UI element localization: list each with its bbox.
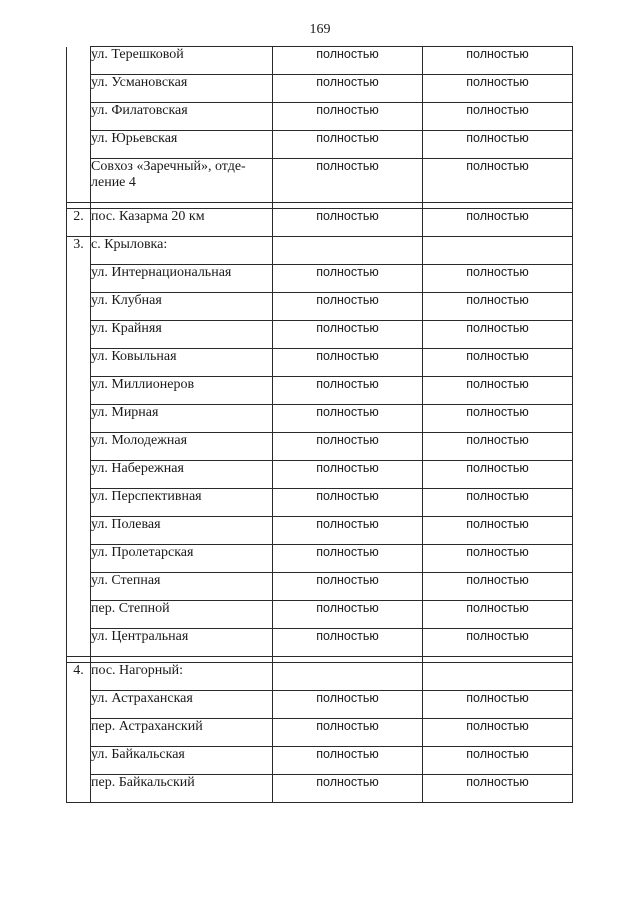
coverage-value: полностью: [423, 545, 573, 573]
coverage-value: полностью: [273, 601, 423, 629]
coverage-value: полностью: [423, 405, 573, 433]
coverage-value: [273, 663, 423, 691]
coverage-value: полностью: [423, 209, 573, 237]
row-number: [67, 159, 91, 203]
street-name: ул. Полевая: [91, 517, 273, 545]
coverage-value: полностью: [273, 159, 423, 203]
table-row: [67, 573, 573, 601]
street-name: ул. Набережная: [91, 461, 273, 489]
coverage-value: полностью: [273, 75, 423, 103]
table-row: [67, 461, 573, 489]
street-name: ул. Усмановская: [91, 75, 273, 103]
row-number: [67, 719, 91, 747]
coverage-value: полностью: [423, 321, 573, 349]
coverage-value: полностью: [273, 321, 423, 349]
coverage-value: полностью: [273, 573, 423, 601]
coverage-value: полностью: [273, 433, 423, 461]
coverage-value: полностью: [423, 433, 573, 461]
coverage-value: полностью: [273, 47, 423, 75]
row-number: [67, 629, 91, 657]
coverage-value: полностью: [423, 293, 573, 321]
coverage-value: полностью: [423, 747, 573, 775]
coverage-value: полностью: [423, 75, 573, 103]
coverage-value: полностью: [423, 265, 573, 293]
coverage-value: полностью: [423, 159, 573, 203]
coverage-value: полностью: [423, 775, 573, 803]
coverage-value: полностью: [423, 601, 573, 629]
table-row: [67, 545, 573, 573]
coverage-value: полностью: [423, 719, 573, 747]
table-row: [67, 601, 573, 629]
street-name: пос. Казарма 20 км: [91, 209, 273, 237]
table-row: [67, 691, 573, 719]
street-name: ул. Клубная: [91, 293, 273, 321]
row-number: [67, 405, 91, 433]
table-row: [67, 489, 573, 517]
coverage-value: полностью: [273, 103, 423, 131]
table-row: [67, 775, 573, 803]
table-row: [67, 719, 573, 747]
street-name: пер. Степной: [91, 601, 273, 629]
street-name: ул. Мирная: [91, 405, 273, 433]
coverage-value: полностью: [273, 209, 423, 237]
table-row: [67, 237, 573, 265]
table-row: [67, 209, 573, 237]
row-number: 2.: [67, 209, 91, 237]
street-name: ул. Ковыльная: [91, 349, 273, 377]
table-row: [67, 377, 573, 405]
row-number: [67, 293, 91, 321]
coverage-value: полностью: [273, 775, 423, 803]
row-number: [67, 747, 91, 775]
row-number: [67, 489, 91, 517]
row-number: [67, 691, 91, 719]
row-number: [67, 433, 91, 461]
coverage-value: [423, 663, 573, 691]
street-name: ул. Степная: [91, 573, 273, 601]
table-row: [67, 517, 573, 545]
row-number: [67, 573, 91, 601]
coverage-value: полностью: [273, 293, 423, 321]
settlement-name: пос. Нагорный:: [91, 663, 273, 691]
coverage-value: полностью: [423, 461, 573, 489]
table-row: [67, 405, 573, 433]
coverage-value: полностью: [423, 377, 573, 405]
coverage-value: полностью: [423, 489, 573, 517]
page-number: 169: [309, 22, 331, 37]
street-name: ул. Перспективная: [91, 489, 273, 517]
coverage-value: полностью: [273, 349, 423, 377]
coverage-value: полностью: [423, 573, 573, 601]
street-name: ул. Интернациональная: [91, 265, 273, 293]
coverage-value: полностью: [273, 517, 423, 545]
street-name: пер. Байкальский: [91, 775, 273, 803]
row-number: [67, 321, 91, 349]
row-number: 3.: [67, 237, 91, 265]
street-name: ул. Терешковой: [91, 47, 273, 75]
coverage-value: полностью: [273, 265, 423, 293]
coverage-value: полностью: [273, 545, 423, 573]
coverage-value: полностью: [273, 131, 423, 159]
row-number: [67, 265, 91, 293]
row-number: [67, 131, 91, 159]
street-name: пер. Астраханский: [91, 719, 273, 747]
settlement-name: с. Крыловка:: [91, 237, 273, 265]
row-number: 4.: [67, 663, 91, 691]
coverage-value: полностью: [273, 461, 423, 489]
coverage-value: полностью: [423, 131, 573, 159]
street-name: ул. Юрьевская: [91, 131, 273, 159]
row-number: [67, 545, 91, 573]
table-row: [67, 103, 573, 131]
coverage-value: полностью: [273, 489, 423, 517]
street-name: ул. Байкальская: [91, 747, 273, 775]
table-row: [67, 663, 573, 691]
coverage-value: полностью: [423, 691, 573, 719]
table-row: [67, 321, 573, 349]
street-name: ул. Миллионеров: [91, 377, 273, 405]
table-row: [67, 293, 573, 321]
street-name: ул. Центральная: [91, 629, 273, 657]
street-name: ул. Молодежная: [91, 433, 273, 461]
coverage-value: полностью: [423, 629, 573, 657]
table-row: [67, 47, 573, 75]
coverage-value: полностью: [273, 691, 423, 719]
coverage-value: полностью: [273, 405, 423, 433]
coverage-value: полностью: [423, 47, 573, 75]
coverage-value: полностью: [273, 747, 423, 775]
table-row: [67, 747, 573, 775]
row-number: [67, 47, 91, 75]
table-row: [67, 75, 573, 103]
table-row: [67, 433, 573, 461]
coverage-value: полностью: [273, 377, 423, 405]
table-row: [67, 131, 573, 159]
coverage-value: полностью: [273, 719, 423, 747]
table-row: [67, 629, 573, 657]
street-name: ул. Филатовская: [91, 103, 273, 131]
coverage-value: полностью: [423, 517, 573, 545]
table-row: [67, 265, 573, 293]
row-number: [67, 461, 91, 489]
coverage-value: полностью: [423, 103, 573, 131]
table-row: [67, 349, 573, 377]
row-number: [67, 75, 91, 103]
table-row: [67, 159, 573, 203]
row-number: [67, 775, 91, 803]
row-number: [67, 517, 91, 545]
row-number: [67, 377, 91, 405]
coverage-value: [273, 237, 423, 265]
row-number: [67, 349, 91, 377]
coverage-value: полностью: [273, 629, 423, 657]
coverage-value: [423, 237, 573, 265]
row-number: [67, 103, 91, 131]
street-name: ул. Крайняя: [91, 321, 273, 349]
street-name: ул. Астраханская: [91, 691, 273, 719]
street-name: Совхоз «Заречный», отде-ление 4: [91, 159, 273, 203]
row-number: [67, 601, 91, 629]
streets-table: [66, 46, 573, 803]
street-name: ул. Пролетарская: [91, 545, 273, 573]
coverage-value: полностью: [423, 349, 573, 377]
